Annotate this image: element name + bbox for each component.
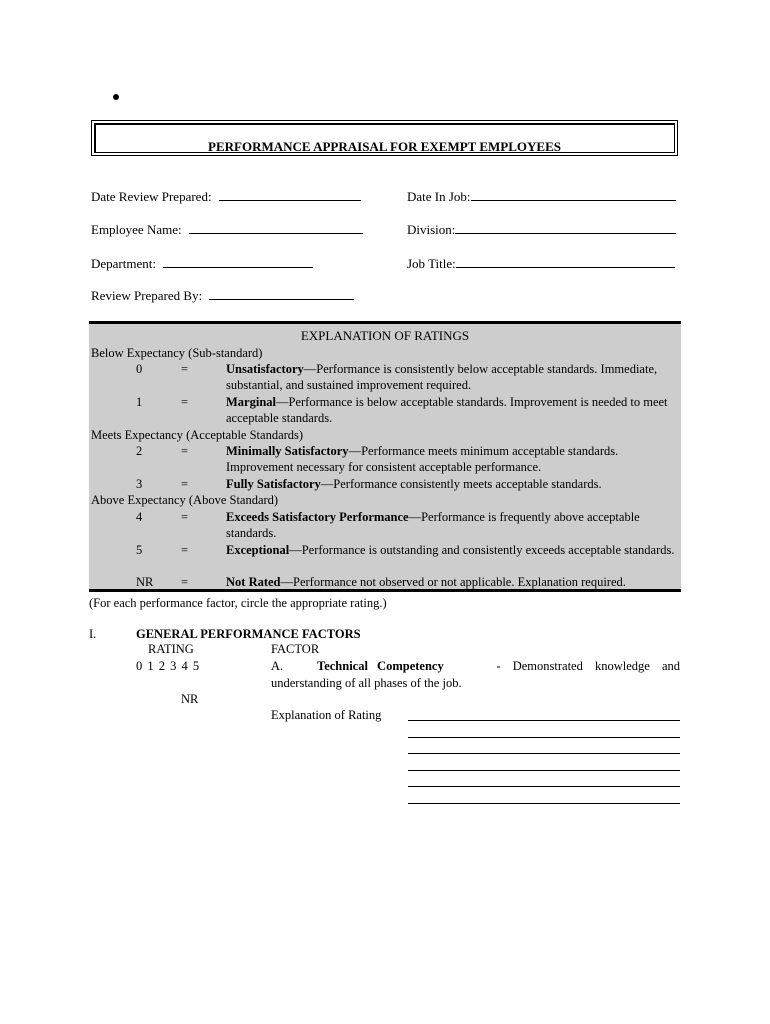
title-box (91, 120, 678, 156)
division-line[interactable] (455, 222, 676, 234)
rating-code-0: 0 (136, 362, 143, 376)
division-label: Division: (407, 222, 456, 237)
explanation-line[interactable] (408, 737, 680, 738)
page-title: PERFORMANCE APPRAISAL FOR EXEMPT EMPLOYEES (208, 139, 561, 154)
date-in-job-line[interactable] (471, 189, 676, 201)
job-title-field[interactable] (407, 256, 675, 272)
job-title-label: Job Title: (407, 256, 456, 271)
employee-name-label: Employee Name: (91, 222, 182, 237)
department-field[interactable] (91, 256, 313, 272)
equals-sign: = (181, 362, 189, 376)
review-prepared-by-line[interactable] (209, 288, 354, 300)
rating-code-5: 5 (136, 543, 143, 557)
explanation-line[interactable] (408, 753, 680, 754)
review-prepared-by-field[interactable] (91, 288, 354, 304)
job-title-line[interactable] (456, 256, 675, 268)
rating-desc-4: Exceeds Satisfactory Performance—Performance is frequently above acceptable standards. (226, 510, 640, 540)
equals-sign: = (181, 510, 189, 524)
employee-name-line[interactable] (189, 222, 363, 234)
explanation-line[interactable] (408, 720, 680, 721)
equals-sign: = (181, 477, 189, 491)
rating-desc-nr: Not Rated—Performance not observed or not applicable. Explanation required. (226, 575, 626, 589)
employee-name-field[interactable] (91, 222, 363, 238)
department-label: Department: (91, 256, 156, 271)
instruction-text: (For each performance factor, circle the appropriate rating.) (89, 596, 387, 610)
rating-desc-2: Minimally Satisfactory—Performance meets minimum acceptable standards. Improvement necessary for consistent acceptable performance. (226, 444, 619, 474)
division-field[interactable] (407, 222, 676, 238)
explanation-label: Explanation of Rating (271, 708, 382, 722)
rating-desc-5: Exceptional—Performance is outstanding and consistently exceeds acceptable standards. (226, 543, 675, 557)
factor-letter: A. (271, 659, 284, 673)
rating-desc-0: Unsatisfactory—Performance is consistently below acceptable standards. Immediate, substantial, and sustained improvement required. (226, 362, 658, 392)
rating-scale[interactable]: 0 1 2 3 4 5 (136, 659, 201, 673)
ratings-explanation (89, 321, 681, 592)
equals-sign: = (181, 395, 189, 409)
rating-code-2: 2 (136, 444, 143, 458)
factor-name: Technical Competency (317, 659, 444, 673)
equals-sign: = (181, 575, 189, 589)
factor-desc-line2: understanding of all phases of the job. (271, 676, 462, 690)
explanation-line[interactable] (408, 770, 680, 771)
factor-desc-line1: - Demonstrated knowledge and (496, 659, 680, 673)
date-in-job-field[interactable] (407, 189, 676, 205)
category-below-expectancy: Below Expectancy (Sub-standard) (91, 346, 263, 360)
rating-code-4: 4 (136, 510, 143, 524)
date-review-prepared-field[interactable] (91, 189, 361, 205)
date-in-job-label: Date In Job: (407, 189, 471, 204)
review-prepared-by-label: Review Prepared By: (91, 288, 203, 303)
rating-column-header: RATING (148, 642, 194, 656)
equals-sign: = (181, 444, 189, 458)
date-review-prepared-line[interactable] (219, 189, 361, 201)
factor-a (271, 658, 680, 674)
section-title: GENERAL PERFORMANCE FACTORS (136, 627, 361, 641)
date-review-prepared-label: Date Review Prepared: (91, 189, 212, 204)
rating-desc-1: Marginal—Performance is below acceptable standards. Improvement is needed to meet acceptable standards. (226, 395, 668, 425)
category-above-expectancy: Above Expectancy (Above Standard) (91, 493, 279, 507)
rating-nr[interactable]: NR (181, 692, 199, 706)
rating-code-3: 3 (136, 477, 143, 491)
section-number: I. (89, 627, 97, 641)
category-meets-expectancy: Meets Expectancy (Acceptable Standards) (91, 428, 304, 442)
rating-code-nr: NR (136, 575, 154, 589)
department-line[interactable] (163, 256, 313, 268)
explanation-line[interactable] (408, 803, 680, 804)
bullet-point (113, 94, 119, 100)
explanation-line[interactable] (408, 786, 680, 787)
factor-column-header: FACTOR (271, 642, 320, 656)
rating-code-1: 1 (136, 395, 143, 409)
rating-desc-3: Fully Satisfactory—Performance consistently meets acceptable standards. (226, 477, 602, 491)
equals-sign: = (181, 543, 189, 557)
ratings-heading: EXPLANATION OF RATINGS (300, 328, 470, 343)
